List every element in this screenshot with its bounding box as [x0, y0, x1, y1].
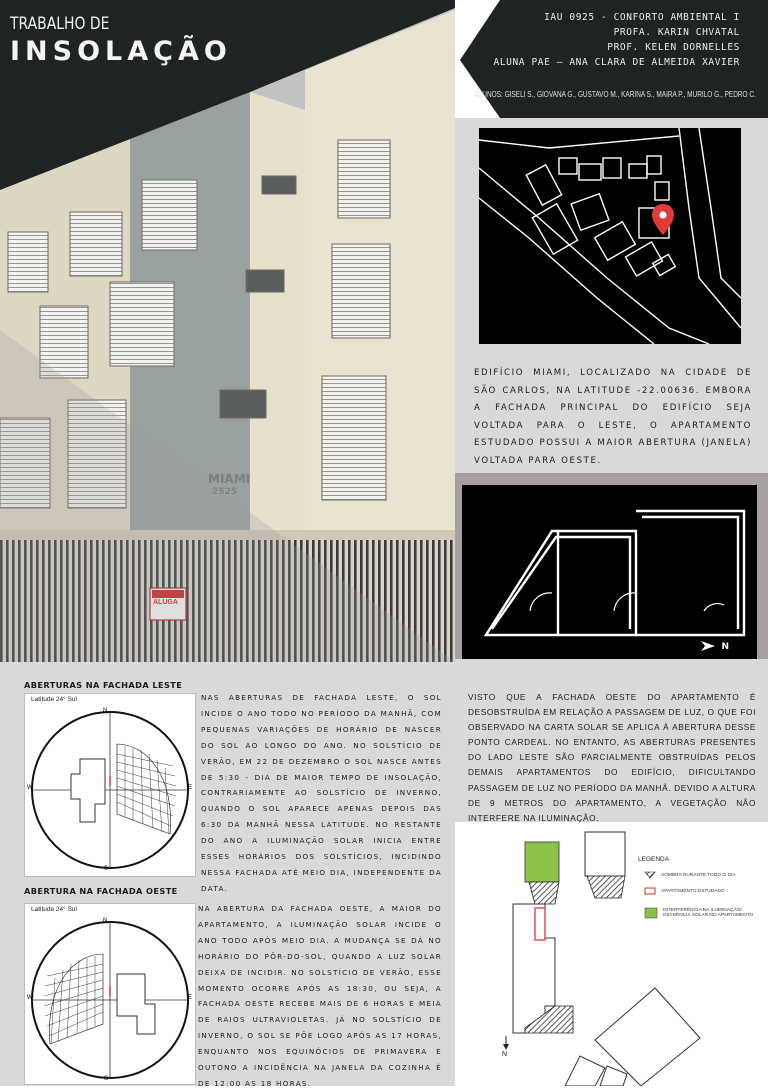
east-chart-west: W	[27, 785, 33, 791]
professor-1: PROFA. KARIN CHVATAL	[613, 27, 740, 38]
realtor-sign-text: ALUGA	[153, 599, 178, 606]
site-drawing	[455, 828, 768, 1086]
west-description: NA ABERTURA DA FACHADA OESTE, A MAIOR DO APARTAMENTO, A ILUMINAÇÃO SOLAR INCIDE O ANO TODO APÓS MEIO DIA. A MUDANÇA SE DÁ NO HORÁRIO DO PÔR-DO-SOL, QUANDO A LUZ SOLAR DEIXA DE INCIDIR. NO SOLSTÍCIO DE VERÃO, ESSE MOMENTO OCORRE APÓS AS 18:30, OU SEJA, A FACHADA OESTE RECEBE MAIS DE 6 HORAS E MEIA DE RAIOS ULTRAVIOLETAS. JÁ NO SOLSTÍCIO DE INVERNO, O SOL SE PÕE LOGO APÓS AS 17 HORAS, ENQUANTO NOS EQUINÓCIOS DE PRIMAVERA E OUTONO A INCIDÊNCIA NA JANELA DA COZINHA É DE 12:00 AS 18 HORAS.	[198, 904, 442, 1088]
site-north-label: N	[502, 1051, 508, 1058]
legend-title: LEGENDA	[638, 856, 670, 863]
plan-north-label: N	[721, 642, 729, 652]
title-line-1: TRABALHO DE	[10, 14, 110, 34]
east-solar-chart	[24, 693, 196, 877]
west-chart-north: N	[103, 918, 108, 924]
west-chart-west: W	[27, 995, 33, 1001]
east-heading: ABERTURAS NA FACHADA LESTE	[24, 680, 183, 690]
west-chart-east: E	[188, 995, 193, 1001]
professor-2: PROF. KELEN DORNELLES	[607, 42, 740, 53]
student-list: ALUNOS: GISELI S., GIOVANA G., GUSTAVO M., KARINA S., MAIRA P., MURILO G., PEDRO C.	[474, 89, 756, 99]
shadow-site-diagram	[455, 828, 768, 1086]
student-pae: ALUNA PAE – ANA CLARA DE ALMEIDA XAVIER	[493, 57, 740, 68]
west-chart-label: Latitude 24° Sul	[31, 906, 77, 913]
building-sign-number: 2525	[212, 487, 238, 497]
east-sun-path-diagram	[25, 704, 195, 874]
title-band	[0, 0, 455, 662]
west-chart-south: S	[104, 1076, 109, 1082]
north-arrow-icon	[701, 641, 715, 651]
east-description: NAS ABERTURAS DE FACHADA LESTE, O SOL INCIDE O ANO TODO NO PERÍODO DA MANHÃ, COM PEQUENAS VARIAÇÕES DE HORÁRIO DE NASCER DO SOL AO LONGO DO ANO. NO SOLSTÍCIO DE VERÃO, EM 22 DE DEZEMBRO O SOL NASCE ANTES DE 5:30 - DIA DE MAIOR TEMPO DE INSOLAÇÃO, CONTRARIAMENTE AO SOLSTÍCIO DE INVERNO, QUANDO O SOL APARECE APENAS DEPOIS DAS 6:30 DA MANHÃ NESSA LATITUDE. NO RESTANTE DO ANO A ILUMINAÇÃO SOLAR INICIA ENTRE ESSES HORÁRIOS DOS SOLSTÍCIOS, INCIDINDO NESSA FACHADA ATÉ MEIO DIA, INDEPENDENTE DA DATA.	[201, 693, 442, 893]
east-chart-north: N	[103, 708, 108, 714]
legend-item-interference: INTERFERÊNCIA NA ILUMINAÇÃO/ INCIDÊNCIA SOLAR NO APARTAMENTO	[663, 908, 754, 918]
east-chart-south: S	[104, 866, 109, 872]
east-chart-label: Latitude 24° Sul	[31, 696, 77, 703]
location-map	[479, 128, 741, 344]
legend-item-shadow: SOMBRA DURANTE TODO O DIA	[661, 873, 736, 878]
course-name: IAU 0925 - CONFORTO AMBIENTAL I	[544, 12, 740, 23]
legend-item-apartment: APARTAMENTO ESTUDADO	[661, 889, 725, 894]
map-description: EDIFÍCIO MIAMI, LOCALIZADO NA CIDADE DE SÃO CARLOS, NA LATITUDE -22.00636. EMBORA A FACHADA PRINCIPAL DO EDIFÍCIO SEJA VOLTADA PARA O LESTE, O APARTAMENTO ESTUDADO POSSUI A MAIOR ABERTURA (JANELA) VOLTADA PARA OESTE.	[474, 368, 752, 466]
location-pin-icon	[652, 204, 674, 235]
west-heading: ABERTURA NA FACHADA OESTE	[24, 886, 178, 896]
west-solar-chart	[24, 903, 196, 1085]
east-chart-east: E	[188, 785, 193, 791]
course-info-panel	[460, 0, 768, 118]
map-drawing	[479, 128, 741, 344]
building-sign-name: MIAMI	[208, 472, 251, 486]
title-line-2: INSOLAÇÃO	[10, 36, 232, 67]
floor-plan-drawing	[462, 485, 757, 660]
obstruction-description: VISTO QUE A FACHADA OESTE DO APARTAMENTO É DESOBSTRUÍDA EM RELAÇÃO A PASSAGEM DE LUZ, O QUE FOI OBSERVADO NA CARTA SOLAR SE APLICA À ABERTURA DESSE PONTO CARDEAL. NO ENTANTO, AS ABERTURAS PRESENTES DO LADO LESTE SÃO PARCIALMENTE OBSTRUÍDAS PELOS DEMAIS APARTAMENTOS DO EDIFÍCIO, DIFICULTANDO PASSAGEM DE LUZ NO PERÍODO DA MANHÃ. DEVIDO A ALTURA DE 9 METROS DO APARTAMENTO, A VEGETAÇÃO NÃO INTERFERE NA ILUMINAÇÃO.	[468, 692, 756, 823]
floor-plan	[462, 485, 757, 660]
west-sun-path-diagram	[25, 914, 195, 1084]
